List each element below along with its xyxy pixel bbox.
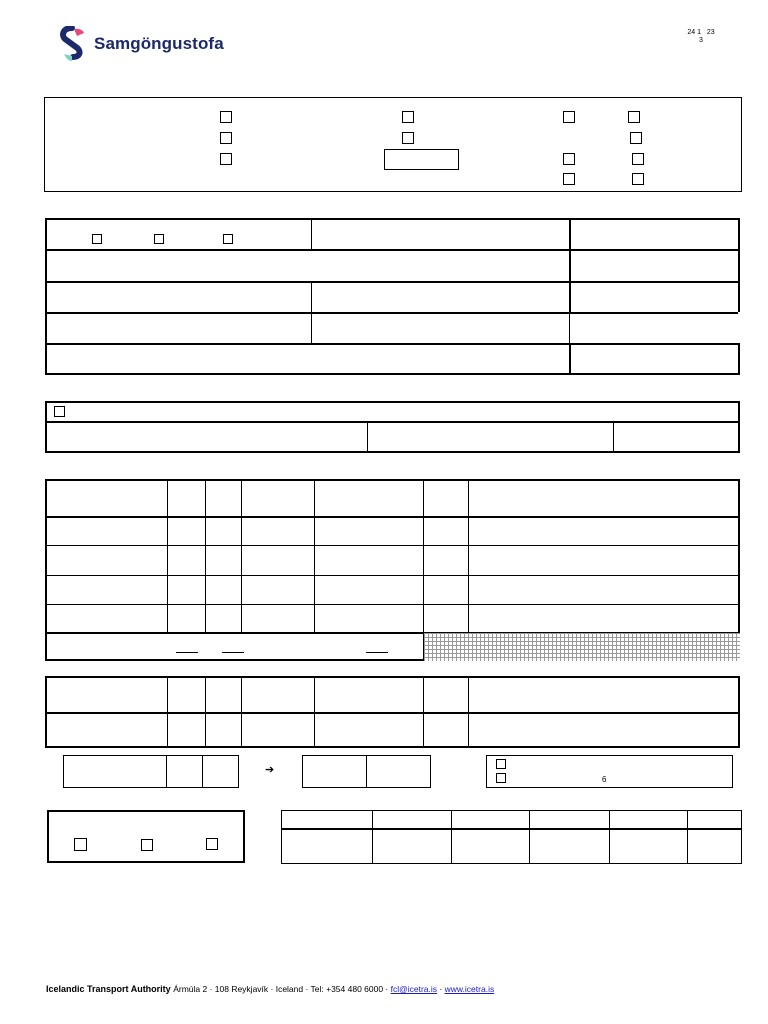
checkbox-b3[interactable] <box>223 234 233 244</box>
shaded-cell <box>424 633 740 661</box>
field-b-row4-col2[interactable] <box>313 314 739 342</box>
footer-email-link[interactable]: fcl@icetra.is <box>390 984 438 994</box>
field-b-row4-col1[interactable] <box>47 314 310 342</box>
checkbox-f1[interactable] <box>74 838 87 851</box>
checkbox-e2[interactable] <box>496 773 506 783</box>
checkbox-a12[interactable] <box>632 173 644 185</box>
checkbox-a2[interactable] <box>220 132 232 144</box>
section-b-applicant-table <box>45 218 740 375</box>
field-b-row3-col3[interactable] <box>571 283 739 311</box>
checkbox-a1[interactable] <box>220 111 232 123</box>
footer-website-link[interactable]: www.icetra.is <box>444 984 495 994</box>
arrow-right-icon: ➔ <box>265 764 275 776</box>
logo <box>58 26 258 66</box>
checkbox-f2[interactable] <box>141 839 153 851</box>
form-reference-line2: 3 <box>699 37 703 44</box>
checkbox-a3[interactable] <box>220 153 232 165</box>
field-b-row3-col2[interactable] <box>313 283 567 311</box>
checkbox-a7[interactable] <box>628 111 640 123</box>
checkbox-f3[interactable] <box>206 838 218 850</box>
section-e-middle-box <box>302 755 431 788</box>
field-c-col2[interactable] <box>369 423 611 453</box>
checkbox-a5[interactable] <box>402 132 414 144</box>
total-underline-1 <box>176 652 198 653</box>
checkbox-a4[interactable] <box>402 111 414 123</box>
field-c-col3[interactable] <box>615 423 740 453</box>
checkbox-a9[interactable] <box>563 153 575 165</box>
section-a-options <box>44 97 742 192</box>
form-reference <box>676 29 726 45</box>
checkbox-b1[interactable] <box>92 234 102 244</box>
checkbox-c1[interactable] <box>54 406 65 417</box>
field-c-col1[interactable] <box>47 423 365 453</box>
form-reference-line1: 24 1 23 <box>687 29 715 36</box>
samgongustofa-logo-icon <box>58 26 88 64</box>
field-b-row2-col1[interactable] <box>47 251 567 280</box>
total-underline-3 <box>366 652 388 653</box>
field-b-row2-col2[interactable] <box>571 251 739 280</box>
field-b-row1-col3[interactable] <box>571 220 739 248</box>
field-b-row5-col2[interactable] <box>571 345 739 374</box>
checkbox-a6[interactable] <box>563 111 575 123</box>
section-d-experience-table <box>45 479 740 661</box>
checkbox-a8[interactable] <box>630 132 642 144</box>
footer-address: Ármúla 2 · 108 Reykjavík · Iceland · Tel: +354 480 6000 · <box>173 984 391 994</box>
footer-org-name: Icelandic Transport Authority <box>46 984 171 994</box>
checkbox-a10[interactable] <box>632 153 644 165</box>
footer <box>46 983 746 997</box>
field-b-row5-col1[interactable] <box>47 345 567 374</box>
checkbox-e1[interactable] <box>496 759 506 769</box>
marker-text: 6 <box>602 775 607 784</box>
section-c-table <box>45 401 740 453</box>
checkbox-b2[interactable] <box>154 234 164 244</box>
input-a-field[interactable] <box>384 149 459 170</box>
section-e-right-box <box>486 755 733 788</box>
field-b-row3-col1[interactable] <box>47 283 310 311</box>
footer-separator: · <box>437 984 445 994</box>
section-f-left-box <box>47 810 245 863</box>
total-underline-2 <box>222 652 244 653</box>
section-d2-table <box>45 676 740 748</box>
field-b-row1-col2[interactable] <box>313 220 567 248</box>
logo-text: Samgöngustofa <box>94 34 224 53</box>
checkbox-a11[interactable] <box>563 173 575 185</box>
section-f-right-table <box>281 810 742 864</box>
section-e-left-box <box>63 755 239 788</box>
